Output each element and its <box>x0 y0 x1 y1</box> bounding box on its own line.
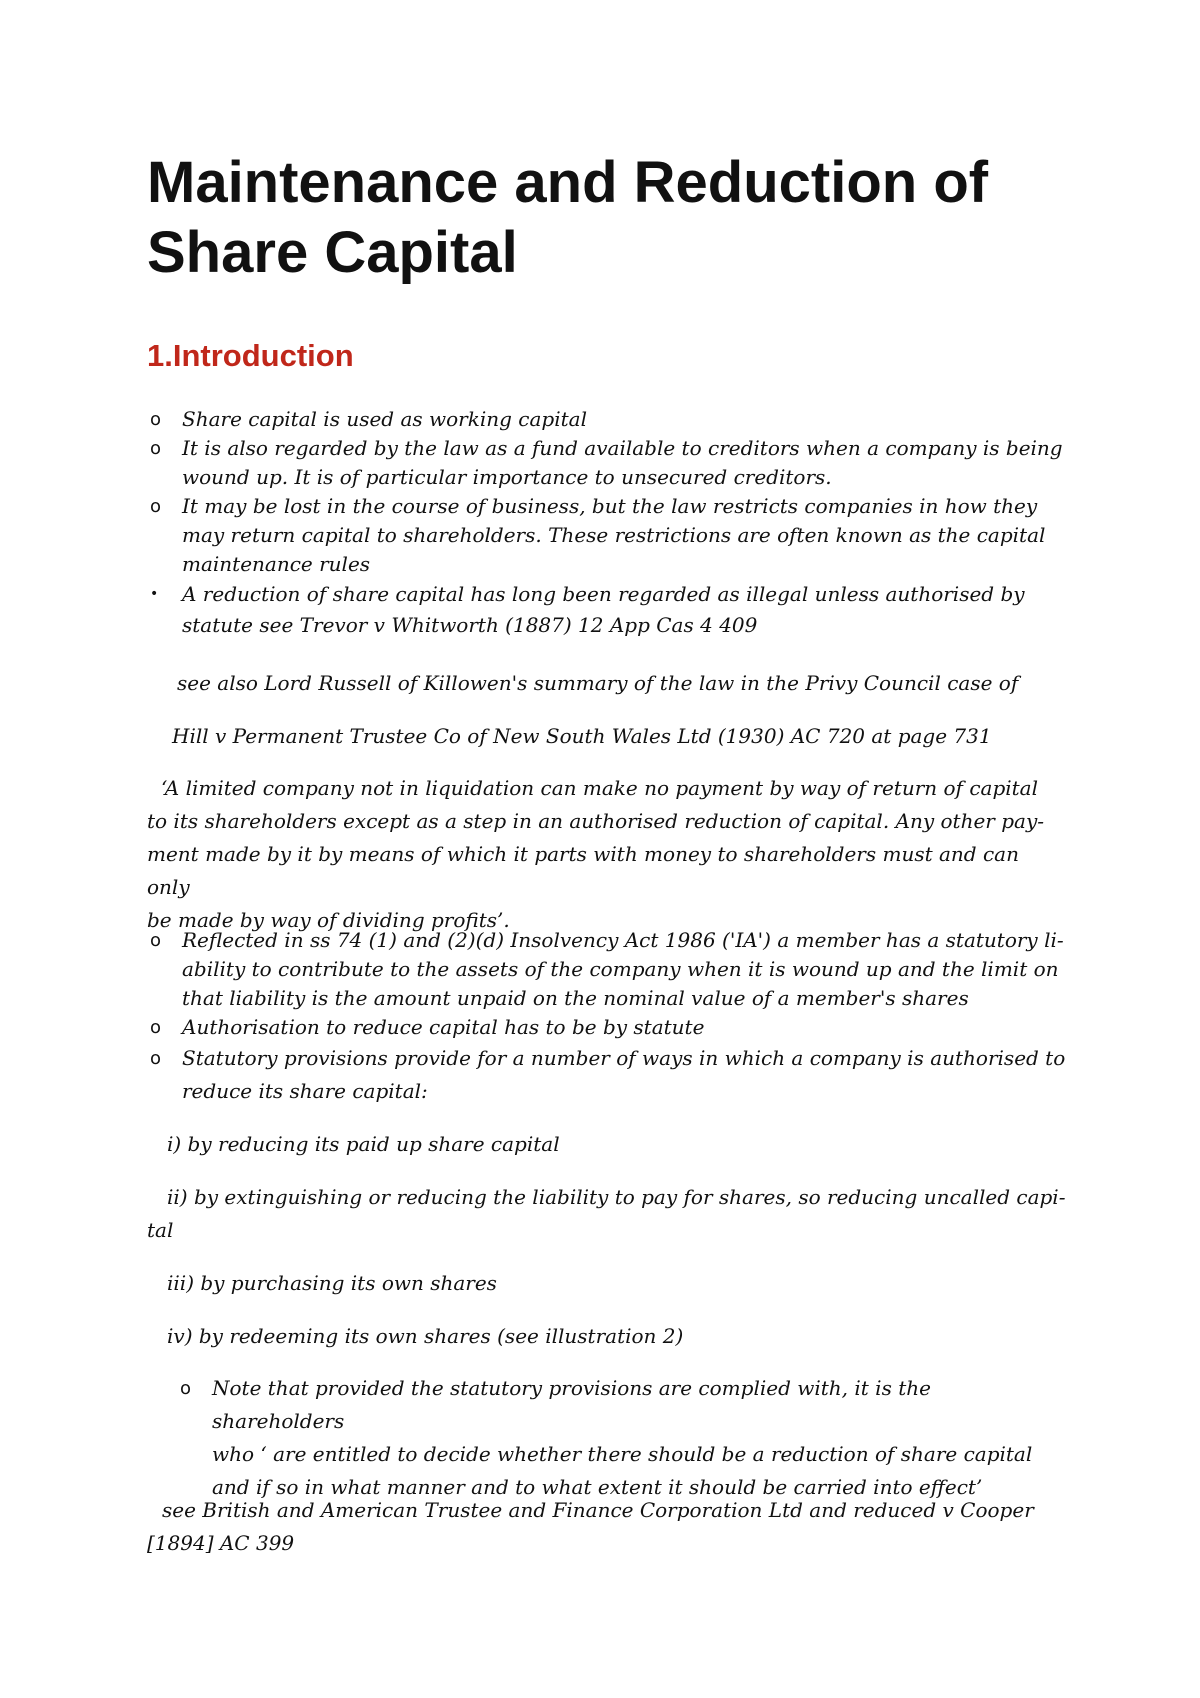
list-item <box>180 1372 1060 1504</box>
list-item-text: Statutory provisions provide for a number of ways in which a company is authorised to <box>182 1046 1066 1070</box>
hollow-bullet-icon: o <box>150 930 162 951</box>
way-i: i) by reducing its paid up share capital <box>167 1132 560 1156</box>
way-iii: iii) by purchasing its own shares <box>167 1271 497 1295</box>
list-item-text: who ‘ are entitled to decide whether there should be a reduction of share capital <box>212 1442 1033 1466</box>
way-ii <box>147 1181 1067 1247</box>
title-line-2: Share Capital <box>147 220 518 285</box>
list-item <box>150 405 1070 434</box>
hollow-bullet-icon: o <box>150 438 162 459</box>
quote-line: be made by way of dividing profits’. <box>147 908 510 932</box>
list-item-text: Reflected in ss 74 (1) and (2)(d) Insolvency Act 1986 ('IA') a member has a statutory li- <box>182 928 1064 952</box>
list-item <box>150 1042 1070 1108</box>
list-item-text: reduce its share capital: <box>182 1079 428 1103</box>
list-item-text: may return capital to shareholders. These restrictions are often known as the capital <box>182 523 1046 547</box>
list-item-text: It may be lost in the course of business, but the law restricts companies in how they <box>182 494 1038 518</box>
list-item-text: It is also regarded by the law as a fund available to creditors when a company is being <box>182 436 1063 460</box>
list-item <box>150 579 1070 641</box>
hollow-bullet-icon: o <box>150 1048 162 1069</box>
title-line-1: Maintenance and Reduction of <box>147 150 989 215</box>
bullet-list-intro <box>150 405 1070 641</box>
list-item <box>150 926 1070 1013</box>
bullet-list-provisions <box>150 926 1070 1108</box>
way-ii-line-1: ii) by extinguishing or reducing the liability to pay for shares, so reducing uncalled capi- <box>167 1185 1066 1209</box>
quote-line: ment made by it by means of which it parts with money to shareholders must and can only <box>147 842 1019 899</box>
list-item-text: maintenance rules <box>182 552 371 576</box>
see-also-text: see also Lord Russell of Killowen's summary of the law in the Privy Council case of <box>177 671 1019 695</box>
list-item-text: ability to contribute to the assets of the company when it is wound up and the limit on <box>182 957 1059 981</box>
way-iv: iv) by redeeming its own shares (see illustration 2) <box>167 1324 684 1348</box>
list-item <box>150 434 1070 492</box>
see-british-citation <box>147 1494 1067 1560</box>
list-item-text: and if so in what manner and to what extent it should be carried into effect’ <box>212 1475 983 1499</box>
list-item <box>150 1013 1070 1042</box>
quote-block <box>147 772 1067 937</box>
way-ii-line-2: tal <box>147 1218 174 1242</box>
list-item-text: statute see Trevor v Whitworth (1887) 12 App Cas 4 409 <box>182 613 758 637</box>
list-item <box>150 492 1070 579</box>
quote-line: ‘A limited company not in liquidation can make no payment by way of return of capital <box>161 776 1039 800</box>
hollow-bullet-icon: o <box>150 409 162 430</box>
list-item-text: Authorisation to reduce capital has to be by statute <box>182 1015 705 1039</box>
quote-line: to its shareholders except as a step in an authorised reduction of capital. Any other pay- <box>147 809 1045 833</box>
solid-bullet-icon: • <box>150 586 159 602</box>
hollow-bullet-icon: o <box>150 1017 162 1038</box>
see-british-line-2: [1894] AC 399 <box>147 1531 295 1555</box>
page-title <box>147 148 1107 288</box>
hollow-bullet-icon: o <box>180 1378 192 1399</box>
hollow-bullet-icon: o <box>150 496 162 517</box>
list-item-text: wound up. It is of particular importance to unsecured creditors. <box>182 465 832 489</box>
list-item-text: Share capital is used as working capital <box>182 407 587 431</box>
bullet-list-note <box>180 1372 1060 1504</box>
section-heading-introduction: 1.Introduction <box>147 338 354 373</box>
list-item-text: A reduction of share capital has long been regarded as illegal unless authorised by <box>182 582 1025 606</box>
see-british-line-1: see British and American Trustee and Finance Corporation Ltd and reduced v Cooper <box>162 1498 1034 1522</box>
list-item-text: Note that provided the statutory provisions are complied with, it is the shareholders <box>212 1376 931 1433</box>
case-hill-citation: Hill v Permanent Trustee Co of New South Wales Ltd (1930) AC 720 at page 731 <box>172 724 992 748</box>
list-item-text: that liability is the amount unpaid on the nominal value of a member's shares <box>182 986 969 1010</box>
